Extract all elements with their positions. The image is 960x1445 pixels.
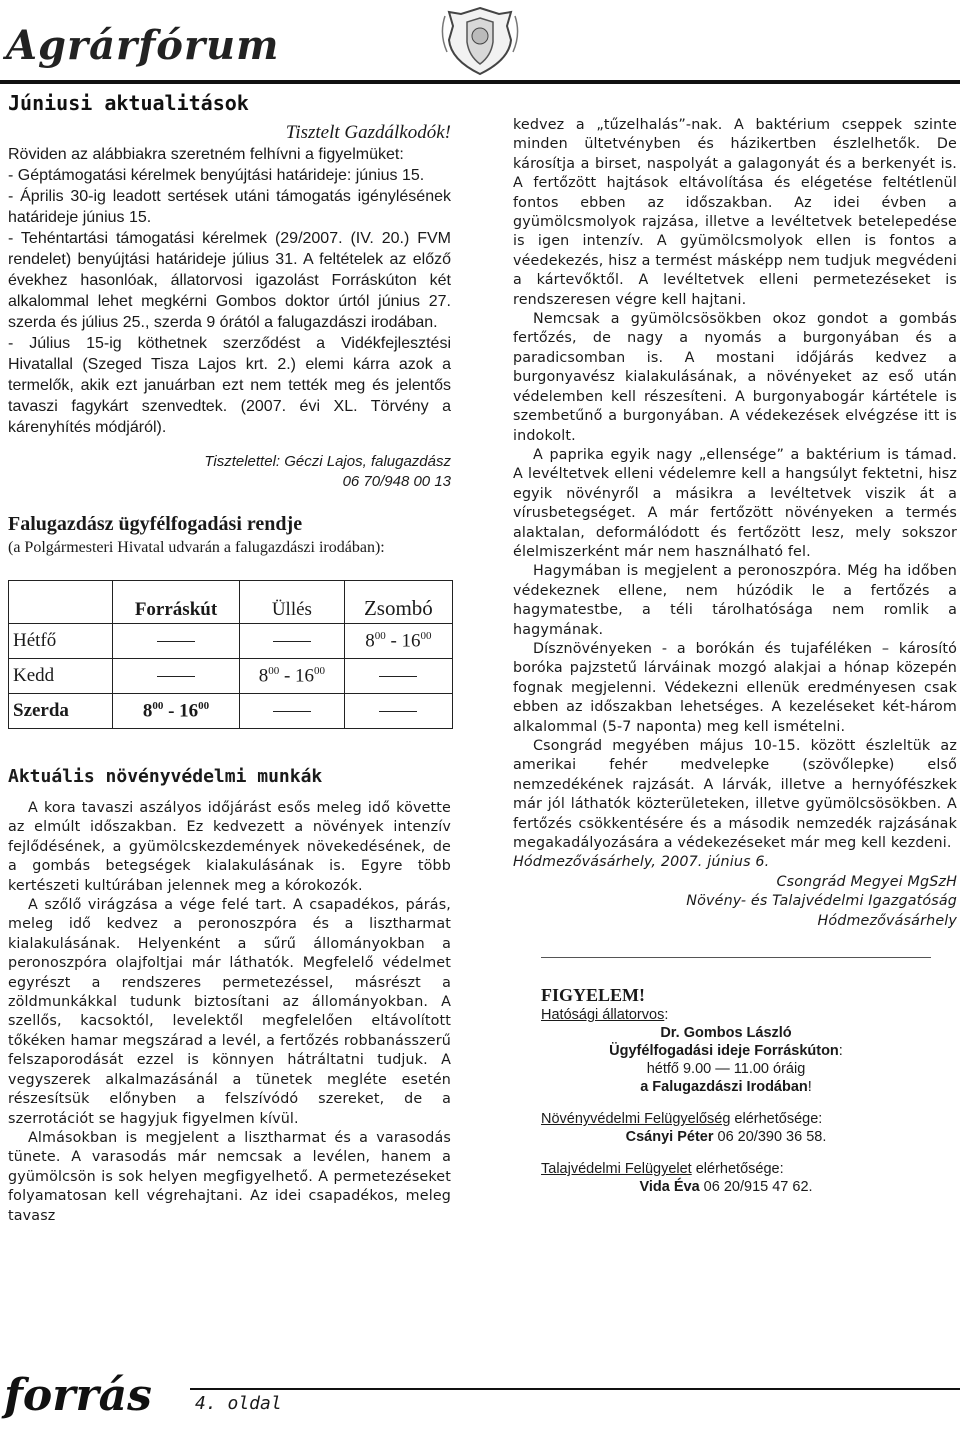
greeting: Tisztelt Gazdálkodók! [285,122,451,143]
section-title: Júniusi aktualitások [8,91,249,115]
vet-name: Dr. Gombos László [660,1025,792,1042]
time-cell: $8^{00} - 16^{00}$ [113,694,240,729]
plant-suffix: elérhetősége: [730,1111,823,1128]
plant-contact [541,1128,911,1146]
soil-label: Talajvédelmi Felügyelet [541,1161,692,1178]
masthead-title: Agrárfórum [6,22,280,69]
paragraph: kedvez a „tűzelhalás”-nak. A baktérium cseppek szinte minden ültetvényben és házikertben észlelhetők. De károsítja a birset, naspolyát a galagonyát és a berkenyét is. A fertőzött hajtások eltávolítása és elégetése feltétlenül fontos ebben az időszakban. Az idei évben a gyümölcsmolyok rajzása, illetve a levéltetvek betelepedése is igen intenzív. A gyümölcsmolyok ellen is fontos a véedekezés, hisz a termést másképp nem tudjuk megvédeni a kártevőktől. A levéltetvek elleni permetezéseket is rendszeresen végre kell hajtani. [513,117,957,308]
empty-dash [273,641,311,642]
intro-line: - Április 30-ig leadott sertések utáni támogatás igénylésének határideje június 15. [8,188,451,226]
day-cell: Hétfő [9,624,113,659]
empty-dash [157,676,195,677]
header-cell: Zsombó [344,581,452,624]
hours-label: Ügyfélfogadási ideje Forráskúton [609,1043,839,1060]
plant-line [541,1110,957,1128]
paragraph: Nemcsak a gyümölcsösökben okoz gondot a gombás fertőzés, de nagy a nyomás a burgonyában és a paradicsomban is. A mostani időjárás kedvez a burgonyavész kialakulásának, a növényeket az eső után védelemben kell részesíteni. A burgonyabogár kártétele is szembetűnő a burgonyában. A védekezések elvégzése itt is indokolt. [513,311,957,444]
time-cell [344,694,452,729]
hours-label-line: Ügyfélfogadási ideje Forráskúton: [609,1043,843,1060]
vet-label: Hatósági állatorvos [541,1007,665,1024]
intro-line: - Géptámogatási kérelmek benyújtási határideje: június 15. [8,167,425,184]
header-cell: Üllés [240,581,345,624]
empty-dash [273,711,311,712]
plant-contact-phone: 06 20/390 36 58. [713,1129,827,1146]
divider [541,957,931,958]
time-cell [113,659,240,694]
paragraph: A szőlő virágzása a vége felé tart. A csapadékos, párás, meleg idő kedvez a peronoszpóra és a lisztharmat kialakulásának. Helyenként a sűrű állományokban a peronoszpóra olajfoltjai már láthatók. Megfelelő védelmet egyrészt a rendszeres permetezéssel, másrészt a zöldmunkákkal tudunk biztosítani az állományokban. A szellős, kacsoktól, levelektől megfelelően eltávolított tőkéken hamar megszárad a levél, a fertőzés robbanásszerű felszaporodását ezzel is könnyen hátráltatni tudjuk. A vegyszerek alkalmazásánál a tünetek megléte esetén részesítsük előnyben a felszívódó szereket, de a szerrotációt se hagyjuk figyelmen kívül. [8,897,451,1127]
schedule-row [9,694,453,729]
place-line: a Falugazdászi Irodában! [640,1079,812,1096]
soil-line [541,1160,957,1178]
paragraph: A kora tavaszi aszályos időjárást esős meleg idő követte az elmúlt időszakban. Ez kedvezett a növények intenzív fejlődésének, a gyümölcskezdemények növekedésének, de a gombás betegségek kialakulásának is. Egyre több kertészeti kultúrában jelennek meg a kórokozók. [8,800,451,894]
paragraph: A paprika egyik nagy „ellensége” a baktérium is támad. A levéltetvek elleni védelemre kell a hangsúlyt fektetni, hisz egyik növényről a másikra a levéltetvek viszik át a vírusbetegséget. A már fertőzött növényeken a termés alaktalan, deformálódott és fertőzött lesz, mely sokszor élelmiszerként már nem használható fel. [513,446,957,560]
intro-line: - Tehéntartási támogatási kérelmek (29/2007. (IV. 20.) FVM rendelet) benyújtási határideje július 31. A feltételek az előző évekhez hasonlóak, állatorvosi igazolást Forráskúton két alkalommal lehet megkérni Gombos doktor úrtól június 27. szerda és július 25., szerda 9 órától a falugazdászi irodában. [8,230,451,331]
time-cell [240,694,345,729]
header-cell [9,581,113,624]
intro-line: Röviden az alábbiakra szeretném felhívni a figyelmüket: [8,146,404,163]
time-cell: $8^{00} - 16^{00}$ [240,659,345,694]
org-name: Csongrád Megyei MgSzH [776,873,957,890]
soil-suffix: elérhetősége: [691,1161,784,1178]
org-department: Növény- és Talajvédelmi Igazgatóság [686,893,957,910]
soil-contact [541,1178,911,1196]
vet-label-line: Hatósági állatorvos: [541,1007,669,1024]
signature-name: Tisztelettel: Géczi Lajos, falugazdász [204,453,451,470]
article-body [8,799,451,1226]
empty-dash [379,676,417,677]
paragraph: Hagymában is megjelent a peronoszpóra. Még ha időben védekeznek ellene, nem húzódik le a fertőzés a hagymatestbe, a téli tárolhatósága nem romlik a hagymának. [513,563,957,638]
plant-contact-name: Csányi Péter [625,1129,714,1146]
article-title: Aktuális növényvédelmi munkák [8,766,323,787]
soil-contact-phone: 06 20/915 47 62. [699,1179,813,1196]
place: a Falugazdászi Irodában [640,1079,808,1096]
time-cell [113,624,240,659]
paragraph: Csongrád megyében május 10-15. között észleltük az amerikai fehér medvelepke (szövőlepke) első nemzedékének rajzását. A lárvák, illetve a hernyófészkek már jól láthatók közterületeken, illetve gyümölcsösökben. A fertőzés csökkentésére és a második nemzedék rajzásának megakadályozására a védekezéseket már meg kell kezdeni. [513,738,957,852]
org-city: Hódmezővásárhely [817,912,957,929]
soil-contact-name: Vida Éva [639,1179,700,1196]
hours: hétfő 9.00 — 11.00 óráig [646,1061,806,1078]
schedule-row [9,659,453,694]
article-body-continued [513,116,957,931]
intro-block [8,144,451,438]
time-cell [344,659,452,694]
signature [8,452,451,492]
footer-logo: forrás [4,1370,152,1421]
place-date: Hódmezővásárhely, 2007. június 6. [513,854,770,871]
empty-dash [157,641,195,642]
masthead-rule [0,80,960,84]
signature-phone: 06 70/948 00 13 [342,473,451,490]
schedule-subtitle: (a Polgármesteri Hivatal udvarán a falugazdászi irodában): [8,539,385,556]
schedule-row [9,624,453,659]
notice-title: FIGYELEM! [541,985,646,1006]
empty-dash [379,711,417,712]
notice-box [541,984,957,1196]
day-cell: Kedd [9,659,113,694]
schedule-table [8,580,453,729]
right-column [513,116,957,1196]
plant-label: Növényvédelmi Felügyelőség [541,1111,731,1128]
coat-of-arms-icon [437,4,523,76]
paragraph: Almásokban is megjelent a lisztharmat és a varasodás tünete. A varasodás már nemcsak a levélen, hanem a gyümölcsön is sok helyen megfigyelhető. A permetezéseket folyamatosan kell végrehajtani. Az idei csapadékos, meleg tavasz [8,1129,451,1224]
time-cell: $8^{00} - 16^{00}$ [344,624,452,659]
footer-rule [190,1388,960,1390]
page-number: 4. oldal [195,1393,282,1414]
left-column [8,90,451,1226]
schedule-header-row [9,581,453,624]
time-cell [240,624,345,659]
day-cell: Szerda [9,694,113,729]
header-cell: Forráskút [113,581,240,624]
paragraph: Dísznövényeken - a borókán és tujaféléken – károsító boróka pajzstetű lárváinak mozgó alakjai a hónap közepén fognak megjelenni. Védekezni ellenük eredményesen csak ebben az időszakban lehetséges. A kezeléseket két-három alkalommal (5-7 naponta) meg kell ismételni. [513,640,957,735]
schedule-title: Falugazdász ügyfélfogadási rendje [8,513,303,535]
intro-line: - Július 15-ig köthetnek szerződést a Vidékfejlesztési Hivatallal (Szeged Tisza Lajos krt. 2.) elemi kárra azok a termelők, akik ezt januárban ezt nem tették meg és jelentős tavaszi fagykárt szenvedtek. (2007. évi XL. Törvény a kárenyhítés módjáról). [8,335,451,436]
